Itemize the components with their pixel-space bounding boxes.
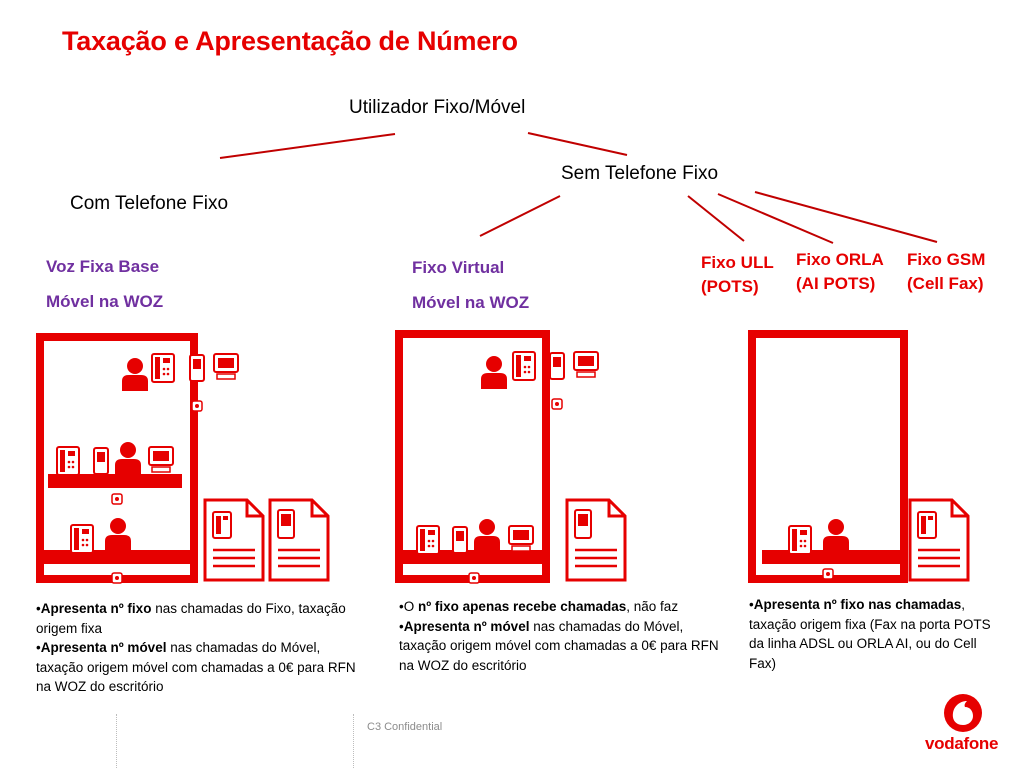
col2-bullet-1: •O nº fixo apenas recebe chamadas, não faz — [399, 599, 679, 614]
tree-root-node: Utilizador Fixo/Móvel — [349, 97, 526, 118]
col2-b1-bold: nº fixo apenas recebe chamadas — [418, 599, 627, 614]
col1-description — [36, 599, 366, 697]
option-fixo-ull-line1: Fixo ULL — [701, 253, 774, 272]
option-fixo-orla-line2: (AI POTS) — [796, 274, 876, 293]
col1-b2-bold: Apresenta nº móvel — [40, 640, 167, 655]
vodafone-logo — [925, 692, 1015, 762]
col2-b2-bold: Apresenta nº móvel — [403, 618, 530, 634]
col3-b1-text: , taxação origem fixa (Fax na porta POTS da linha ADSL ou ORLA AI, ou do Cell Fax) — [749, 597, 991, 671]
footer-divider-left — [116, 714, 117, 768]
col3-b1-bold: Apresenta nº fixo nas chamadas — [753, 597, 962, 612]
col2-b2-text: nas chamadas do Móvel, taxação origem móvel com chamadas a 0€ para RFN na WOZ do escritório — [399, 618, 719, 673]
col2-bullet-2: •Apresenta nº móvel nas chamadas do Móvel, taxação origem móvel com chamadas a 0€ para RFN na WOZ do escritório — [399, 618, 719, 673]
col3-bullet-1: •Apresenta nº fixo nas chamadas, taxação origem fixa (Fax na porta POTS da linha ADSL ou ORLA AI, ou do Cell Fax) — [749, 597, 991, 671]
col2-b1-pre: O — [403, 599, 418, 614]
option-fixo-orla-line1: Fixo ORLA — [796, 250, 884, 269]
option-fixo-ull-line2: (POTS) — [701, 277, 759, 296]
col2-label-line1: Fixo Virtual — [412, 258, 505, 277]
confidential-label: C3 Confidential — [367, 721, 443, 733]
page-title: Taxação e Apresentação de Número — [62, 26, 518, 56]
col1-bullet-2: •Apresenta nº móvel nas chamadas do Móvel, taxação origem móvel com chamadas a 0€ para RFN na WOZ do escritório — [36, 640, 356, 694]
option-fixo-gsm-line2: (Cell Fax) — [907, 274, 984, 293]
col1-b1-bold: Apresenta nº fixo — [40, 601, 152, 616]
option-fixo-gsm-line1: Fixo GSM — [907, 250, 986, 269]
tree-right-branch-node: Sem Telefone Fixo — [561, 163, 719, 184]
col1-label-line1: Voz Fixa Base — [46, 257, 160, 276]
tree-left-branch-node: Com Telefone Fixo — [70, 193, 229, 214]
vodafone-wordmark: vodafone — [925, 734, 999, 753]
building-1-illustration — [36, 333, 328, 583]
col2-b1-text: , não faz — [626, 599, 679, 614]
col3-description — [749, 595, 999, 673]
building-3-illustration — [748, 330, 968, 583]
col2-label-line2: Móvel na WOZ — [412, 293, 530, 312]
col2-description — [399, 597, 719, 675]
col1-b2-text: nas chamadas do Móvel, taxação origem móvel com chamadas a 0€ para RFN na WOZ do escritório — [36, 640, 356, 694]
col1-label-line2: Móvel na WOZ — [46, 292, 164, 311]
building-2-illustration — [395, 330, 625, 583]
col1-bullet-1: •Apresenta nº fixo nas chamadas do Fixo, taxação origem fixa — [36, 601, 346, 636]
footer-divider-right — [353, 714, 354, 768]
col1-b1-text: nas chamadas do Fixo, taxação origem fixa — [36, 601, 346, 636]
